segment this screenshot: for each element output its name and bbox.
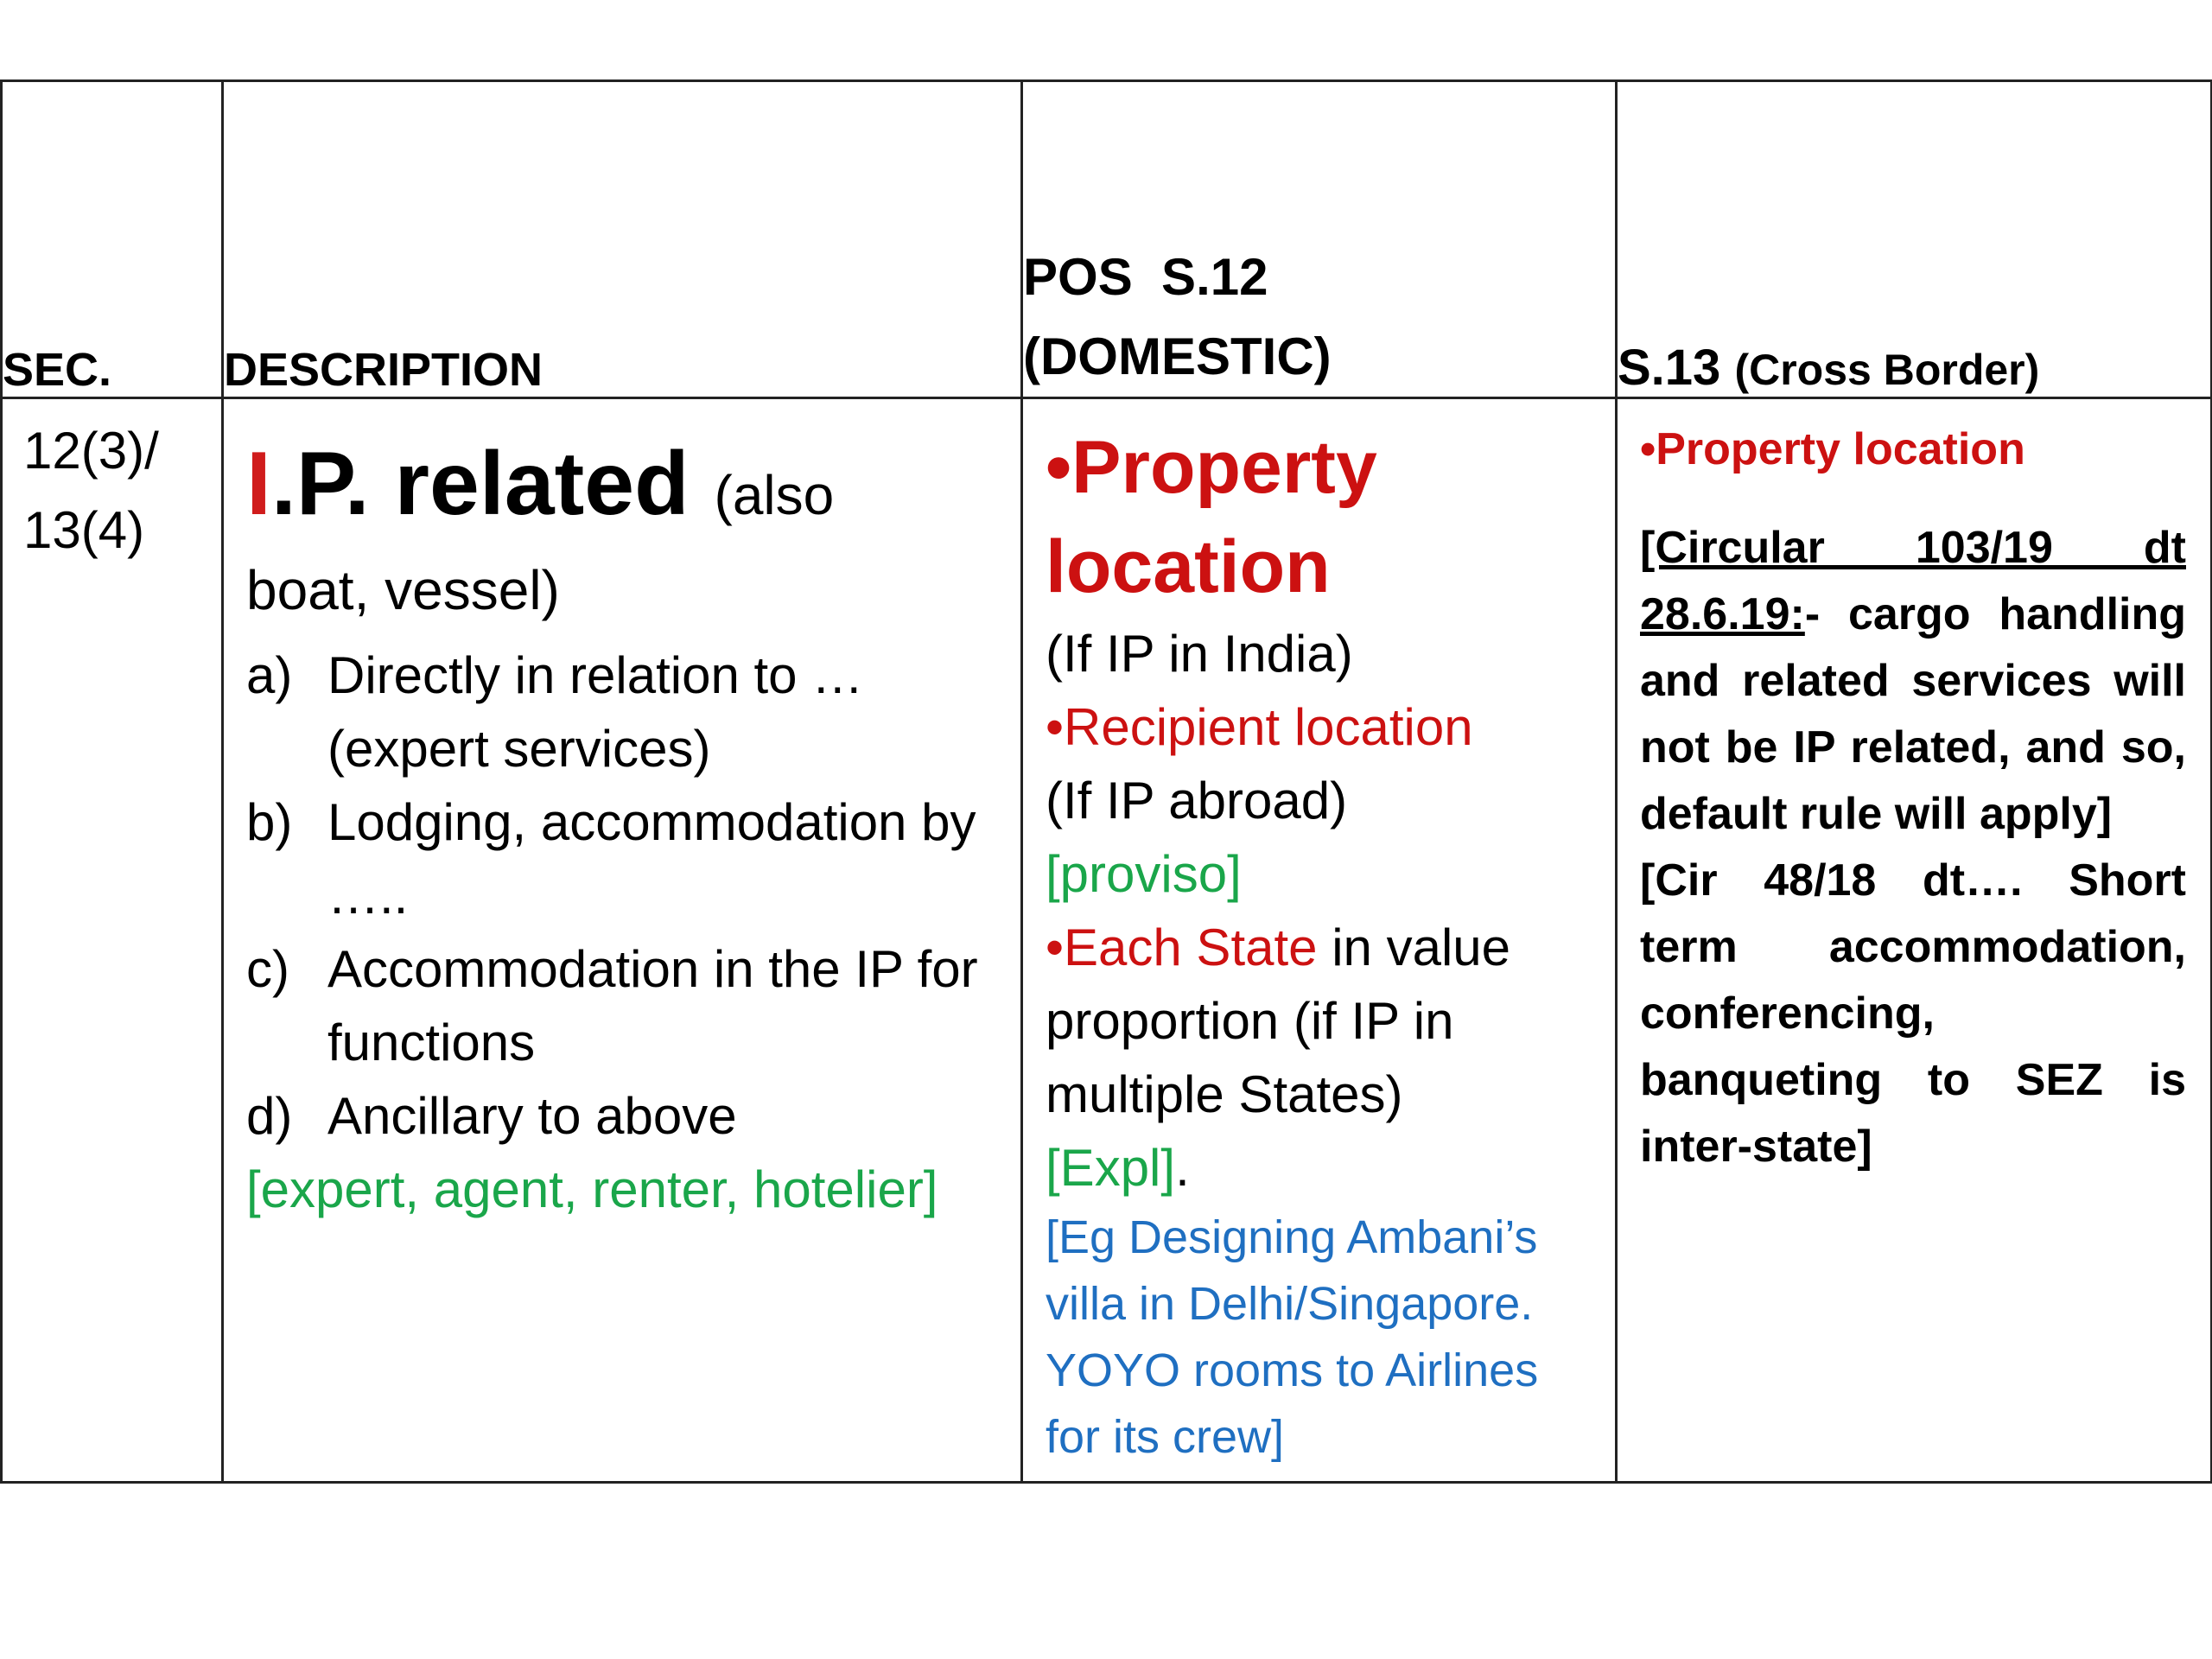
if-ip-abroad: (If IP abroad) — [1046, 772, 1348, 830]
header-row — [2, 81, 2212, 398]
role-tags: [expert, agent, renter, hotelier] — [246, 1160, 938, 1218]
ip-related-row — [2, 398, 2212, 1483]
place-of-supply-table — [0, 79, 2212, 1484]
circular-103-ref: [Circular 103/19 dt 28.6.19: — [1640, 523, 2186, 639]
header-pos-line2: (DOMESTIC) — [1023, 327, 1332, 385]
circular-103-text: - cargo handling and related services will not be IP related, and so, default rule will apply] — [1640, 589, 2186, 839]
list-item: c) Accommodation in the IP for functions — [246, 940, 978, 1071]
each-state-rest: in value proportion (if IP in multiple States) — [1046, 918, 1511, 1123]
ip-title-rest: .P. related — [270, 434, 690, 534]
sec-line1: 12(3)/ — [23, 422, 159, 480]
each-state-label: •Each State — [1046, 918, 1318, 976]
list-item: a) Directly in relation to … (expert services) — [246, 646, 864, 778]
expl-line: [Expl]. — [1046, 1139, 1190, 1197]
ip-related-title — [246, 432, 1003, 547]
recipient-location: •Recipient location — [1046, 698, 1473, 756]
ip-note: (also — [714, 464, 835, 526]
header-pos-domestic — [1022, 81, 1617, 398]
boat-vessel-line: boat, vessel) — [246, 559, 560, 621]
circular-103-note — [1640, 515, 2186, 848]
header-description: DESCRIPTION — [223, 81, 1022, 398]
list-item: b) Lodging, accommodation by ….. — [246, 793, 976, 925]
header-s13-main: S.13 — [1618, 340, 1721, 396]
expl-tag: [Expl] — [1046, 1139, 1176, 1197]
sec-cell — [2, 398, 223, 1483]
circular-48-note: [Cir 48/18 dt…. Short term accommodation, conferencing, banqueting to SEZ is inter-state] — [1640, 855, 2186, 1172]
s13-cross-border-cell — [1617, 398, 2212, 1483]
description-list — [246, 639, 1003, 1153]
header-sec: SEC. — [2, 81, 223, 398]
list-item: d) Ancillary to above — [246, 1087, 737, 1145]
header-s13-cross-border — [1617, 81, 2212, 398]
pos-domestic-cell — [1022, 398, 1617, 1483]
ip-first-letter: I — [246, 434, 271, 534]
property-location-heading: •Property location — [1046, 426, 1377, 608]
description-cell — [223, 398, 1022, 1483]
header-s13-sub: (Cross Border) — [1734, 346, 2040, 394]
example-note: [Eg Designing Ambani’s villa in Delhi/Singapore. YOYO rooms to Airlines for its crew] — [1046, 1211, 1539, 1463]
sec-line2: 13(4) — [23, 501, 145, 559]
proviso-tag: [proviso] — [1046, 845, 1242, 903]
if-ip-in-india: (If IP in India) — [1046, 625, 1353, 683]
each-state-line — [1046, 911, 1598, 1131]
s13-property-location: •Property location — [1640, 424, 2025, 474]
header-pos-line1: POS S.12 — [1023, 248, 1268, 306]
